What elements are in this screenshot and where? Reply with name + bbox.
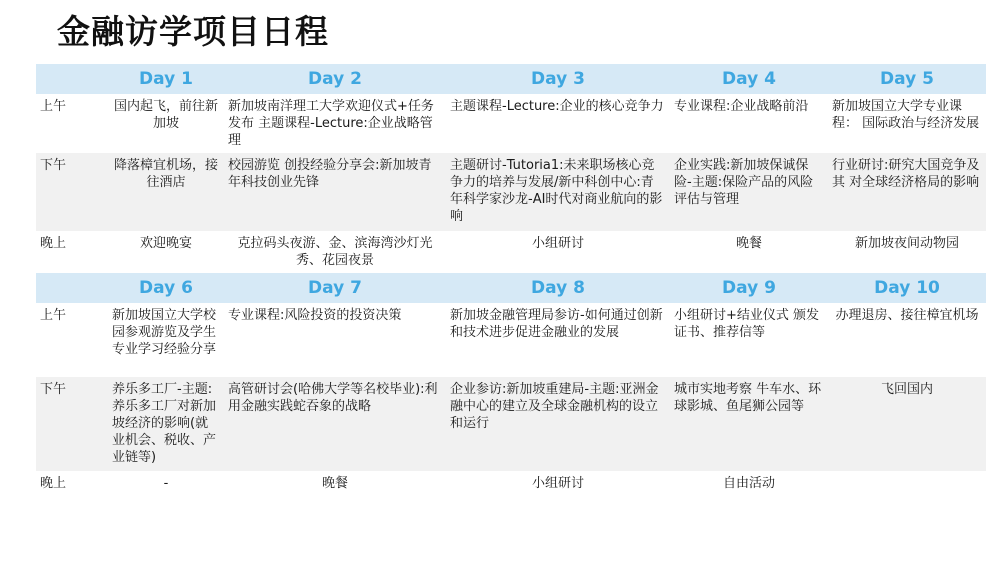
day-header: Day 10 [828, 273, 986, 303]
schedule-cell: 专业课程:风险投资的投资决策 [228, 308, 402, 323]
day-header: Day 4 [670, 64, 828, 94]
schedule-cell: 城市实地考察 牛车水、环球影城、鱼尾狮公园等 [670, 377, 828, 471]
day-header: Day 1 [108, 64, 224, 94]
schedule-cell: 晚餐 [321, 476, 348, 491]
schedule-cell: 校园游览 创投经验分享会:新加坡青年科技创业先锋 [224, 153, 446, 231]
day-header-row [36, 64, 986, 94]
schedule-cell: - [163, 476, 169, 491]
schedule-cell: 小组研讨+结业仪式 颁发证书、推荐信等 [674, 308, 820, 340]
schedule-cell: 主题研讨-Tutoria1:未来职场核心竞争力的培养与发展/新中科创中心:青年科学家沙龙-AI时代对商业航向的影响 [446, 153, 670, 231]
schedule-cell: 行业研讨:研究大国竞争及其 对全球经济格局的影响 [828, 153, 986, 231]
schedule-cell: 养乐多工厂-主题:养乐多工厂对新加坡经济的影响(就业机会、税收、产业链等) [108, 377, 224, 471]
schedule-cell: 新加坡南洋理工大学欢迎仪式+任务发布 主题课程-Lecture:企业战略管理 [228, 99, 434, 148]
page-title: 金融访学项目日程 [57, 12, 329, 51]
schedule-cell: 主题课程-Lecture:企业的核心竞争力 [450, 99, 664, 114]
table-row [36, 153, 986, 231]
table-row [36, 377, 986, 471]
day-header: Day 9 [670, 273, 828, 303]
header-empty-cell [36, 273, 108, 303]
table-row [36, 471, 986, 501]
schedule-cell: 飞回国内 [828, 377, 986, 471]
time-label: 上午 [40, 308, 67, 323]
schedule-cell: 晚餐 [735, 236, 762, 251]
day-header-row [36, 273, 986, 303]
schedule-cell: 小组研讨 [531, 476, 584, 491]
schedule-cell: 新加坡国立大学专业课程： 国际政治与经济发展 [832, 99, 980, 131]
schedule-cell: 高管研讨会(哈佛大学等名校毕业):利用金融实践蛇吞象的战略 [224, 377, 446, 471]
table-row [36, 303, 986, 377]
time-label: 晚上 [40, 236, 67, 251]
schedule-cell: 小组研讨 [531, 236, 584, 251]
schedule-cell: 企业参访:新加坡重建局-主题:亚洲金融中心的建立及全球金融机构的设立和运行 [446, 377, 670, 471]
time-label: 下午 [36, 153, 108, 231]
schedule-cell: 新加坡国立大学校园参观游览及学生专业学习经验分享 [112, 308, 217, 357]
day-header: Day 6 [108, 273, 224, 303]
schedule-cell [828, 471, 986, 501]
schedule-cell: 降落樟宜机场，接往酒店 [108, 153, 224, 231]
schedule-cell: 新加坡夜间动物园 [854, 236, 959, 251]
schedule-cell: 国内起飞，前往新加坡 [113, 99, 218, 131]
schedule-table [36, 64, 986, 501]
schedule-cell: 专业课程:企业战略前沿 [674, 99, 809, 114]
schedule-cell: 欢迎晚宴 [139, 236, 192, 251]
time-label: 晚上 [40, 476, 67, 491]
schedule-cell: 新加坡金融管理局参访-如何通过创新和技术进步促进金融业的发展 [450, 308, 663, 340]
day-header: Day 2 [224, 64, 446, 94]
day-header: Day 5 [828, 64, 986, 94]
day-header: Day 7 [224, 273, 446, 303]
time-label: 上午 [40, 99, 67, 114]
schedule-cell: 克拉码头夜游、金、滨海湾沙灯光秀、花园夜景 [237, 236, 433, 268]
day-header: Day 3 [446, 64, 670, 94]
table-row [36, 94, 986, 153]
day-header: Day 8 [446, 273, 670, 303]
schedule-cell: 企业实践:新加坡保诚保险-主题:保险产品的风险评估与管理 [670, 153, 828, 231]
time-label: 下午 [36, 377, 108, 471]
header-empty-cell [36, 64, 108, 94]
schedule-cell: 办理退房、接往樟宜机场 [835, 308, 979, 323]
schedule-cell: 自由活动 [722, 476, 775, 491]
table-row [36, 231, 986, 273]
